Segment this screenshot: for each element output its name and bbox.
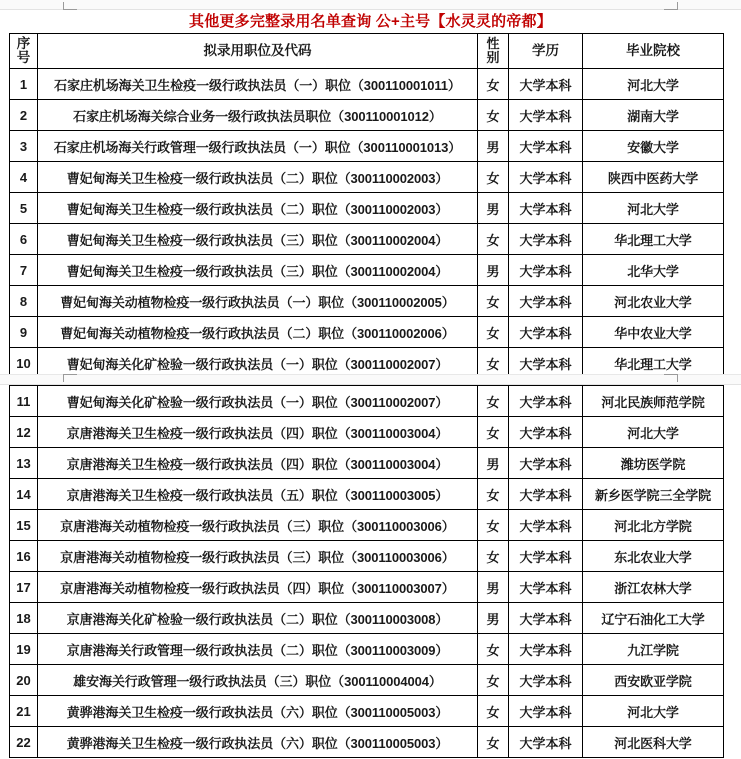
row-index-cell: 10: [10, 348, 38, 379]
table-row: [10, 603, 724, 634]
row-school-cell: 辽宁石油化工大学: [583, 603, 724, 634]
row-education-cell: 大学本科: [509, 479, 583, 510]
row-post-cell: 黄骅港海关卫生检疫一级行政执法员（六）职位（300110005003）: [38, 727, 478, 758]
column-header-index: [10, 34, 38, 69]
table-row: [10, 541, 724, 572]
row-index-cell: 20: [10, 665, 38, 696]
page-break-margin-strip: [0, 374, 741, 385]
row-education-cell: 大学本科: [509, 603, 583, 634]
column-header-gender-line-0: 性: [486, 36, 500, 52]
row-index-cell: 9: [10, 317, 38, 348]
row-index-cell: 8: [10, 286, 38, 317]
row-index-cell: 7: [10, 255, 38, 286]
table-row: [10, 479, 724, 510]
table-row: [10, 100, 724, 131]
row-education-cell: 大学本科: [509, 69, 583, 100]
page-title: 其他更多完整录用名单查询 公+主号【水灵灵的帝都】: [189, 13, 552, 30]
row-index-cell: 16: [10, 541, 38, 572]
table-body-page-1: [10, 69, 724, 379]
row-index-cell: 12: [10, 417, 38, 448]
page-margin-corner-mark-top-right: [664, 2, 678, 10]
table-row: [10, 69, 724, 100]
row-education-cell: 大学本科: [509, 162, 583, 193]
row-school-cell: 河北大学: [583, 69, 724, 100]
row-post-cell: 曹妃甸海关动植物检疫一级行政执法员（一）职位（300110002005）: [38, 286, 478, 317]
row-index-cell: 13: [10, 448, 38, 479]
row-post-cell: 京唐港海关动植物检疫一级行政执法员（四）职位（300110003007）: [38, 572, 478, 603]
row-index-cell: 22: [10, 727, 38, 758]
row-gender-cell: 女: [478, 665, 509, 696]
table-row: [10, 131, 724, 162]
row-index-cell: 11: [10, 386, 38, 417]
row-post-cell: 曹妃甸海关动植物检疫一级行政执法员（二）职位（300110002006）: [38, 317, 478, 348]
row-gender-cell: 女: [478, 100, 509, 131]
row-post-cell: 雄安海关行政管理一级行政执法员（三）职位（300110004004）: [38, 665, 478, 696]
row-gender-cell: 男: [478, 572, 509, 603]
column-header-index-line-0: 序: [16, 35, 31, 51]
row-school-cell: 华北理工大学: [583, 224, 724, 255]
column-header-school: 毕业院校: [583, 34, 724, 69]
row-gender-cell: 女: [478, 224, 509, 255]
row-gender-cell: 女: [478, 348, 509, 379]
row-index-cell: 2: [10, 100, 38, 131]
row-education-cell: 大学本科: [509, 193, 583, 224]
row-education-cell: 大学本科: [509, 417, 583, 448]
row-gender-cell: 女: [478, 510, 509, 541]
row-education-cell: 大学本科: [509, 634, 583, 665]
table-row: [10, 448, 724, 479]
row-school-cell: 九江学院: [583, 634, 724, 665]
row-education-cell: 大学本科: [509, 386, 583, 417]
row-post-cell: 京唐港海关卫生检疫一级行政执法员（四）职位（300110003004）: [38, 417, 478, 448]
recruitment-listing-table: [9, 33, 724, 379]
row-gender-cell: 女: [478, 479, 509, 510]
row-index-cell: 4: [10, 162, 38, 193]
row-index-cell: 21: [10, 696, 38, 727]
row-index-cell: 15: [10, 510, 38, 541]
table-row: [10, 224, 724, 255]
table-row: [10, 162, 724, 193]
row-post-cell: 曹妃甸海关化矿检验一级行政执法员（一）职位（300110002007）: [38, 348, 478, 379]
row-index-cell: 18: [10, 603, 38, 634]
row-school-cell: 河北大学: [583, 193, 724, 224]
page-margin-corner-mark-bottom-right: [664, 374, 678, 382]
row-education-cell: 大学本科: [509, 131, 583, 162]
row-school-cell: 浙江农林大学: [583, 572, 724, 603]
table-row: [10, 317, 724, 348]
row-post-cell: 京唐港海关动植物检疫一级行政执法员（三）职位（300110003006）: [38, 510, 478, 541]
table-row: [10, 417, 724, 448]
row-school-cell: 河北医科大学: [583, 727, 724, 758]
row-post-cell: 曹妃甸海关卫生检疫一级行政执法员（三）职位（300110002004）: [38, 255, 478, 286]
row-gender-cell: 女: [478, 317, 509, 348]
row-index-cell: 19: [10, 634, 38, 665]
row-post-cell: 曹妃甸海关化矿检验一级行政执法员（一）职位（300110002007）: [38, 386, 478, 417]
row-gender-cell: 男: [478, 255, 509, 286]
row-gender-cell: 女: [478, 696, 509, 727]
table-header-row: [10, 34, 724, 69]
page-margin-corner-mark-top-left: [63, 2, 77, 10]
row-gender-cell: 女: [478, 69, 509, 100]
row-school-cell: 新乡医学院三全学院: [583, 479, 724, 510]
row-school-cell: 湖南大学: [583, 100, 724, 131]
row-education-cell: 大学本科: [509, 727, 583, 758]
row-post-cell: 曹妃甸海关卫生检疫一级行政执法员（三）职位（300110002004）: [38, 224, 478, 255]
row-index-cell: 6: [10, 224, 38, 255]
column-header-gender: [478, 34, 509, 69]
row-post-cell: 石家庄机场海关卫生检疫一级行政执法员（一）职位（300110001011）: [38, 69, 478, 100]
table-body-page-2: [10, 386, 724, 758]
row-school-cell: 华中农业大学: [583, 317, 724, 348]
row-school-cell: 西安欧亚学院: [583, 665, 724, 696]
column-header-index-line-1: 号: [16, 50, 31, 65]
row-education-cell: 大学本科: [509, 100, 583, 131]
row-post-cell: 曹妃甸海关卫生检疫一级行政执法员（二）职位（300110002003）: [38, 193, 478, 224]
row-education-cell: 大学本科: [509, 448, 583, 479]
column-header-post: 拟录用职位及代码: [38, 34, 478, 69]
row-gender-cell: 男: [478, 131, 509, 162]
row-post-cell: 京唐港海关动植物检疫一级行政执法员（三）职位（300110003006）: [38, 541, 478, 572]
row-index-cell: 5: [10, 193, 38, 224]
table-row: [10, 193, 724, 224]
table-row: [10, 634, 724, 665]
row-education-cell: 大学本科: [509, 255, 583, 286]
row-gender-cell: 女: [478, 634, 509, 665]
row-school-cell: 河北北方学院: [583, 510, 724, 541]
row-post-cell: 石家庄机场海关行政管理一级行政执法员（一）职位（300110001013）: [38, 131, 478, 162]
page-margin-corner-mark-bottom-left: [63, 374, 77, 382]
row-school-cell: 东北农业大学: [583, 541, 724, 572]
table-header: [10, 34, 724, 69]
row-education-cell: 大学本科: [509, 665, 583, 696]
row-education-cell: 大学本科: [509, 696, 583, 727]
row-gender-cell: 女: [478, 286, 509, 317]
row-school-cell: 河北农业大学: [583, 286, 724, 317]
row-gender-cell: 女: [478, 417, 509, 448]
table-row: [10, 665, 724, 696]
table-row: [10, 510, 724, 541]
row-school-cell: 华北理工大学: [583, 348, 724, 379]
row-school-cell: 潍坊医学院: [583, 448, 724, 479]
row-education-cell: 大学本科: [509, 348, 583, 379]
row-gender-cell: 男: [478, 603, 509, 634]
table-row: [10, 727, 724, 758]
row-post-cell: 京唐港海关行政管理一级行政执法员（二）职位（300110003009）: [38, 634, 478, 665]
row-school-cell: 陕西中医药大学: [583, 162, 724, 193]
table-row: [10, 572, 724, 603]
table-row: [10, 696, 724, 727]
table-row: [10, 255, 724, 286]
row-gender-cell: 男: [478, 193, 509, 224]
row-school-cell: 安徽大学: [583, 131, 724, 162]
row-gender-cell: 女: [478, 541, 509, 572]
column-header-edu: 学历: [509, 34, 583, 69]
row-post-cell: 京唐港海关卫生检疫一级行政执法员（五）职位（300110003005）: [38, 479, 478, 510]
recruitment-listing-table-continued: [9, 385, 724, 758]
row-school-cell: 河北大学: [583, 696, 724, 727]
row-post-cell: 曹妃甸海关卫生检疫一级行政执法员（二）职位（300110002003）: [38, 162, 478, 193]
row-school-cell: 北华大学: [583, 255, 724, 286]
column-header-gender-line-1: 别: [486, 50, 500, 65]
row-education-cell: 大学本科: [509, 224, 583, 255]
row-post-cell: 黄骅港海关卫生检疫一级行政执法员（六）职位（300110005003）: [38, 696, 478, 727]
row-index-cell: 14: [10, 479, 38, 510]
listing-table-page-2: [9, 385, 723, 758]
row-education-cell: 大学本科: [509, 286, 583, 317]
row-school-cell: 河北民族师范学院: [583, 386, 724, 417]
row-index-cell: 17: [10, 572, 38, 603]
row-education-cell: 大学本科: [509, 541, 583, 572]
table-row: [10, 386, 724, 417]
row-post-cell: 京唐港海关化矿检验一级行政执法员（二）职位（300110003008）: [38, 603, 478, 634]
table-row: [10, 286, 724, 317]
listing-table-page-1: [9, 33, 723, 379]
row-gender-cell: 男: [478, 448, 509, 479]
row-education-cell: 大学本科: [509, 510, 583, 541]
row-post-cell: 京唐港海关卫生检疫一级行政执法员（四）职位（300110003004）: [38, 448, 478, 479]
row-post-cell: 石家庄机场海关综合业务一级行政执法员职位（300110001012）: [38, 100, 478, 131]
row-index-cell: 1: [10, 69, 38, 100]
row-gender-cell: 女: [478, 386, 509, 417]
row-education-cell: 大学本科: [509, 572, 583, 603]
row-index-cell: 3: [10, 131, 38, 162]
row-gender-cell: 女: [478, 727, 509, 758]
page-top-margin-strip: [0, 0, 741, 10]
row-school-cell: 河北大学: [583, 417, 724, 448]
row-education-cell: 大学本科: [509, 317, 583, 348]
row-gender-cell: 女: [478, 162, 509, 193]
